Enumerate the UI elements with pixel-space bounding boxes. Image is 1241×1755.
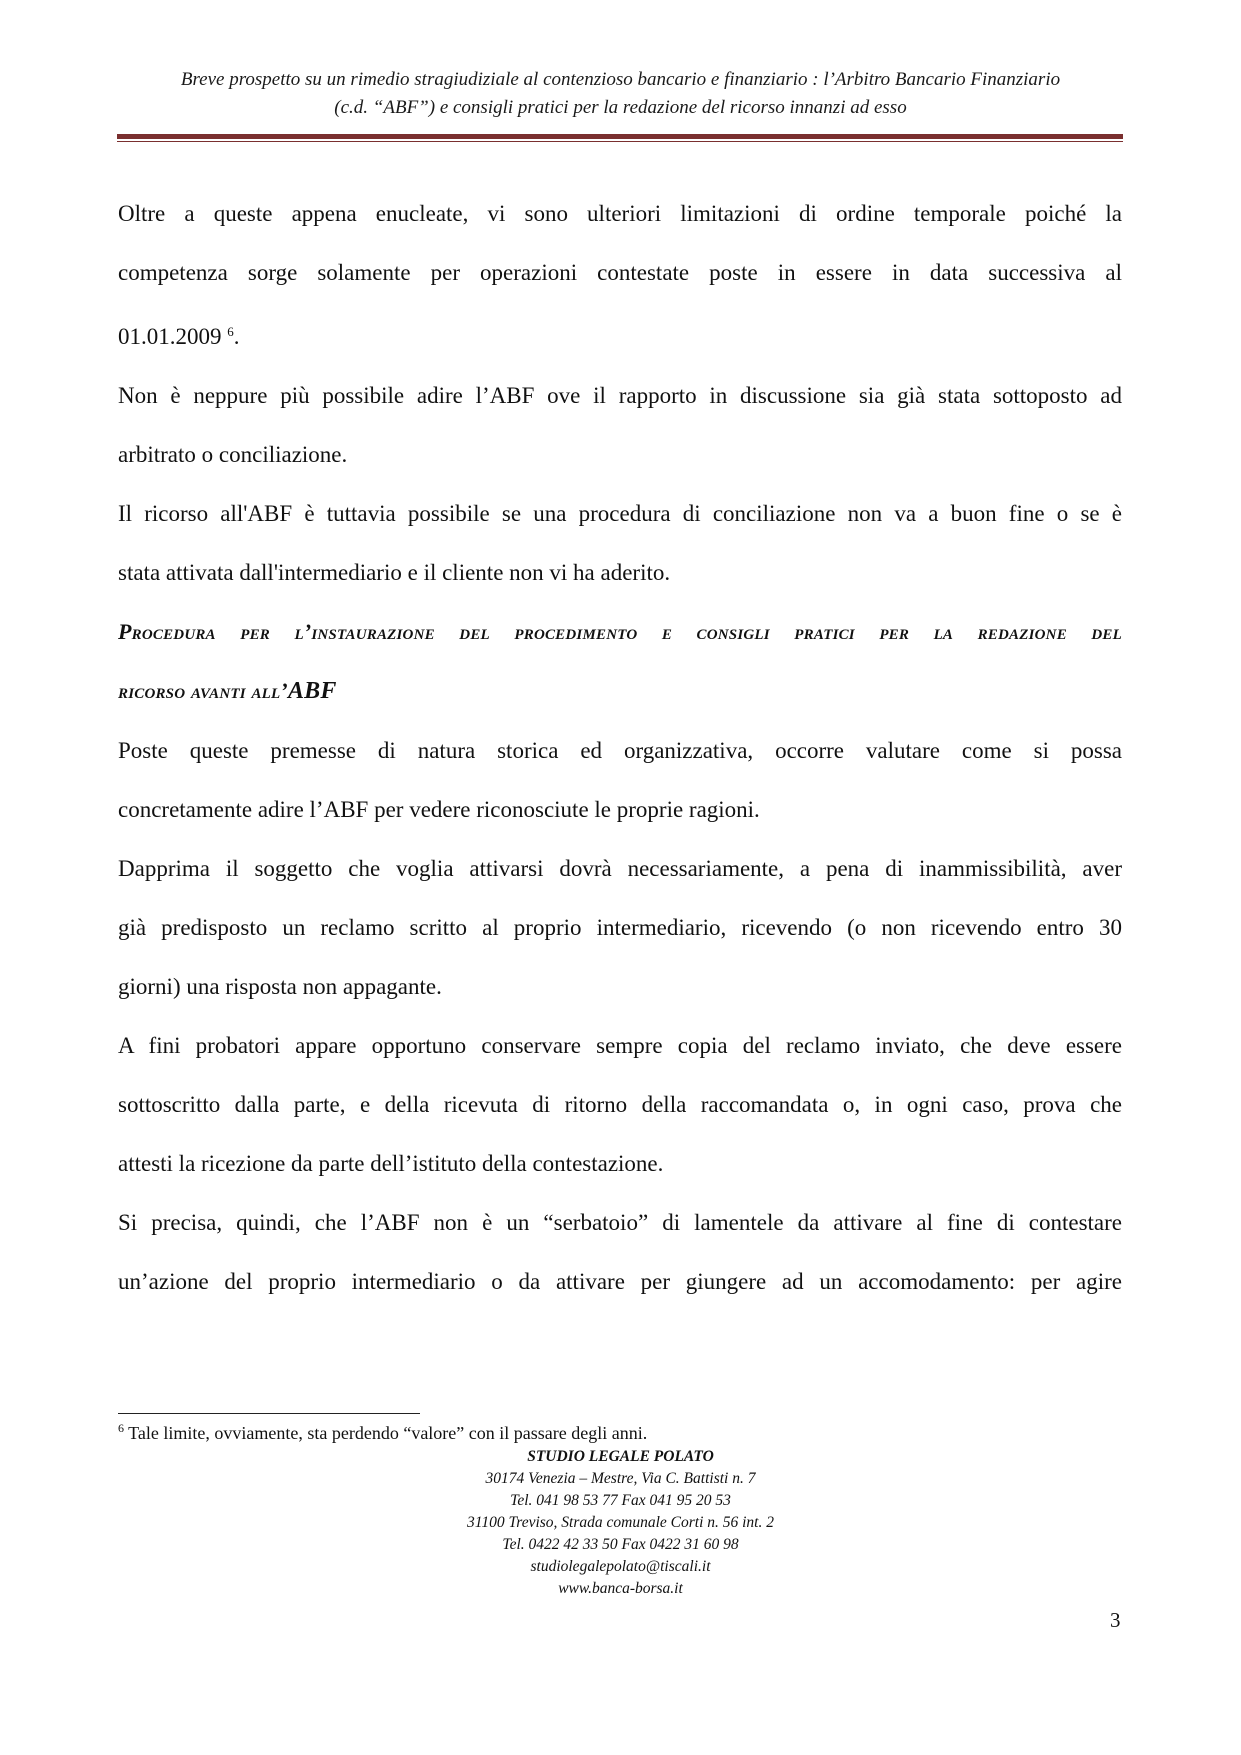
studio-name: STUDIO LEGALE POLATO — [527, 1448, 714, 1465]
paragraph-4-line-1: Poste queste premesse di natura storica ed organizzativa, occorre valutare come si possa — [118, 738, 1122, 763]
paragraph-7-line-1: Si precisa, quindi, che l’ABF non è un “serbatoio” di lamentele da attivare al fine di contestare — [118, 1210, 1122, 1235]
paragraph-2-line-1: Non è neppure più possibile adire l’ABF ove il rapporto in discussione sia già stata sottoposto ad — [118, 383, 1122, 408]
section-heading — [118, 602, 1122, 721]
paragraph-5-line-2: già predisposto un reclamo scritto al proprio intermediario, ricevendo (o non ricevendo entro 30 — [118, 915, 1122, 940]
footnote-number: 6 — [118, 1421, 124, 1435]
footnote-text: Tale limite, ovviamente, sta perdendo “valore” con il passare degli anni. — [124, 1423, 648, 1443]
footnote-reference[interactable]: 6 — [227, 324, 234, 339]
header-rule-thin — [117, 141, 1123, 142]
studio-footer — [110, 1446, 1131, 1600]
paragraph-2-line-2: arbitrato o conciliazione. — [118, 442, 348, 467]
paragraph-5-line-3: giorni) una risposta non appagante. — [118, 974, 442, 999]
heading-abf: ABF — [287, 678, 337, 704]
paragraph-6-line-3: attesti la ricezione da parte dell’istituto della contestazione. — [118, 1151, 664, 1176]
paragraph-4-line-2: concretamente adire l’ABF per vedere riconosciute le proprie ragioni. — [118, 797, 760, 822]
section-heading-line-1: Procedura per l’instaurazione del procedimento e consigli pratici per la redazione del — [118, 619, 1122, 644]
period: . — [233, 324, 240, 349]
running-header — [110, 66, 1131, 122]
paragraph-1-line-3 — [118, 302, 1122, 366]
studio-website[interactable]: www.banca-borsa.it — [558, 1580, 683, 1597]
header-rule-thick — [117, 134, 1123, 139]
paragraph-1-line-2: competenza sorge solamente per operazioni contestate poste in essere in data successiva al — [118, 260, 1122, 285]
footnote — [118, 1421, 647, 1444]
studio-tel-venezia: Tel. 041 98 53 77 Fax 041 95 20 53 — [510, 1492, 731, 1509]
paragraph-1-line-1: Oltre a queste appena enucleate, vi sono ulteriori limitazioni di ordine temporale poiché la — [118, 201, 1122, 226]
paragraph-6-line-2: sottoscritto dalla parte, e della ricevuta di ritorno della raccomandata o, in ogni caso, prova che — [118, 1092, 1122, 1117]
header-line-2: (c.d. “ABF”) e consigli pratici per la redazione del ricorso innanzi ad esso — [334, 97, 907, 118]
footnote-separator — [118, 1413, 420, 1414]
heading-line-2-text: ricorso avanti all’ — [118, 678, 288, 703]
paragraph-3-line-2: stata attivata dall'intermediario e il cliente non vi ha aderito. — [118, 560, 671, 585]
page-body — [118, 184, 1122, 1311]
studio-email[interactable]: studiolegalepolato@tiscali.it — [530, 1558, 711, 1575]
studio-tel-treviso: Tel. 0422 42 33 50 Fax 0422 31 60 98 — [502, 1536, 739, 1553]
section-heading-line-2 — [118, 678, 337, 703]
date-text: 01.01.2009 — [118, 324, 222, 349]
page-number: 3 — [1110, 1608, 1121, 1632]
header-line-1: Breve prospetto su un rimedio stragiudiziale al contenzioso bancario e finanziario : l’Arbitro Bancario Finanziario — [180, 69, 1061, 90]
studio-address-treviso: 31100 Treviso, Strada comunale Corti n. 56 int. 2 — [467, 1514, 774, 1531]
paragraph-3-line-1: Il ricorso all'ABF è tuttavia possibile se una procedura di conciliazione non va a buon fine o se è — [118, 501, 1122, 526]
studio-address-venezia: 30174 Venezia – Mestre, Via C. Battisti n. 7 — [485, 1470, 756, 1487]
paragraph-5-line-1: Dapprima il soggetto che voglia attivarsi dovrà necessariamente, a pena di inammissibilità, aver — [118, 856, 1122, 881]
paragraph-7-line-2: un’azione del proprio intermediario o da attivare per giungere ad un accomodamento: per agire — [118, 1269, 1122, 1294]
paragraph-6-line-1: A fini probatori appare opportuno conservare sempre copia del reclamo inviato, che deve essere — [118, 1033, 1122, 1058]
